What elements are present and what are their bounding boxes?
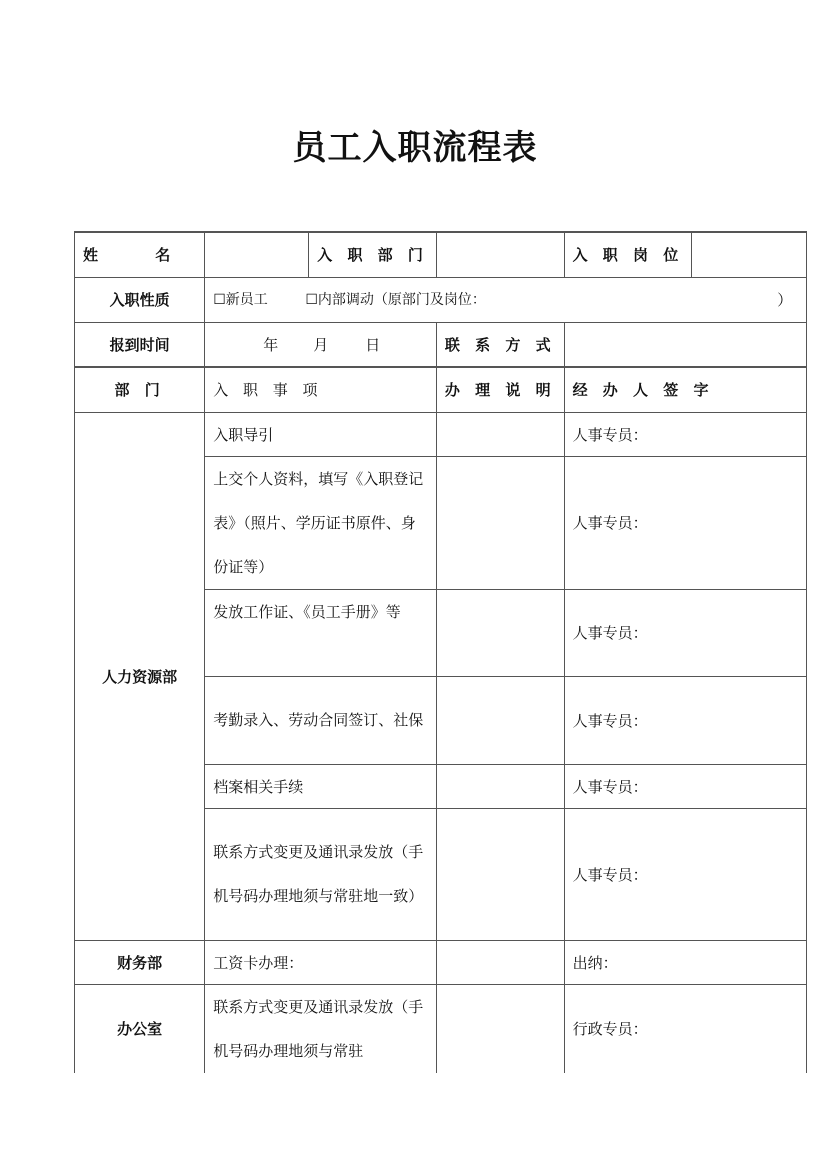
dept-field[interactable] — [436, 232, 564, 277]
contact-label: 联 系 方 式 — [436, 322, 564, 367]
month-label: 月 — [313, 335, 329, 354]
new-employee-checkbox[interactable]: ☐新员工 — [213, 292, 268, 308]
hr-signer[interactable]: 人事专员： — [564, 808, 807, 940]
internal-transfer-checkbox[interactable]: ☐内部调动（原部门及岗位： — [305, 292, 486, 308]
hr-item: 上交个人资料，填写《入职登记表》（照片、学历证书原件、身份证等） — [205, 456, 437, 589]
hr-signer[interactable]: 人事专员： — [564, 764, 807, 808]
contact-field[interactable] — [564, 322, 807, 367]
hire-type-label: 入职性质 — [75, 277, 205, 322]
hr-signer[interactable]: 人事专员： — [564, 676, 807, 764]
office-signer[interactable]: 行政专员： — [564, 984, 807, 1073]
hr-dept-label: 人力资源部 — [75, 412, 205, 940]
hr-notes-cell[interactable] — [436, 808, 564, 940]
hr-notes-cell[interactable] — [436, 456, 564, 589]
hr-notes-cell[interactable] — [436, 412, 564, 456]
position-label: 入 职 岗 位 — [564, 232, 692, 277]
hr-notes-cell[interactable] — [436, 764, 564, 808]
office-dept-label: 办公室 — [75, 984, 205, 1073]
onboarding-form-table — [74, 231, 807, 1073]
finance-item: 工资卡办理： — [205, 940, 437, 984]
hire-type-options — [205, 277, 807, 322]
finance-dept-label: 财务部 — [75, 940, 205, 984]
dept-label: 入 职 部 门 — [309, 232, 437, 277]
year-label: 年 — [263, 335, 279, 354]
hr-notes-cell[interactable] — [436, 676, 564, 764]
office-item: 联系方式变更及通讯录发放（手机号码办理地须与常驻 — [205, 984, 437, 1073]
hr-item: 入职导引 — [205, 412, 437, 456]
day-label: 日 — [365, 335, 381, 354]
hr-item: 联系方式变更及通讯录发放（手机号码办理地须与常驻地一致） — [205, 808, 437, 940]
report-date-field[interactable] — [205, 322, 437, 367]
page-title: 员工入职流程表 — [292, 128, 538, 168]
col-header-dept: 部 门 — [75, 367, 205, 412]
col-header-notes: 办 理 说 明 — [436, 367, 564, 412]
hr-signer[interactable]: 人事专员： — [564, 589, 807, 676]
hr-signer[interactable]: 人事专员： — [564, 456, 807, 589]
name-label: 姓 名 — [75, 232, 205, 277]
position-field[interactable] — [692, 232, 807, 277]
hr-notes-cell[interactable] — [436, 589, 564, 676]
close-paren: ） — [777, 291, 793, 309]
finance-notes-cell[interactable] — [436, 940, 564, 984]
hr-item: 发放工作证、《员工手册》等 — [205, 589, 437, 676]
finance-signer[interactable]: 出纳： — [564, 940, 807, 984]
hr-item: 考勤录入、劳动合同签订、社保 — [205, 676, 437, 764]
hr-item: 档案相关手续 — [205, 764, 437, 808]
office-notes-cell[interactable] — [436, 984, 564, 1073]
name-field[interactable] — [205, 232, 309, 277]
col-header-items: 入 职 事 项 — [205, 367, 437, 412]
hr-signer[interactable]: 人事专员： — [564, 412, 807, 456]
col-header-signer: 经 办 人 签 字 — [564, 367, 807, 412]
report-date-label: 报到时间 — [75, 322, 205, 367]
